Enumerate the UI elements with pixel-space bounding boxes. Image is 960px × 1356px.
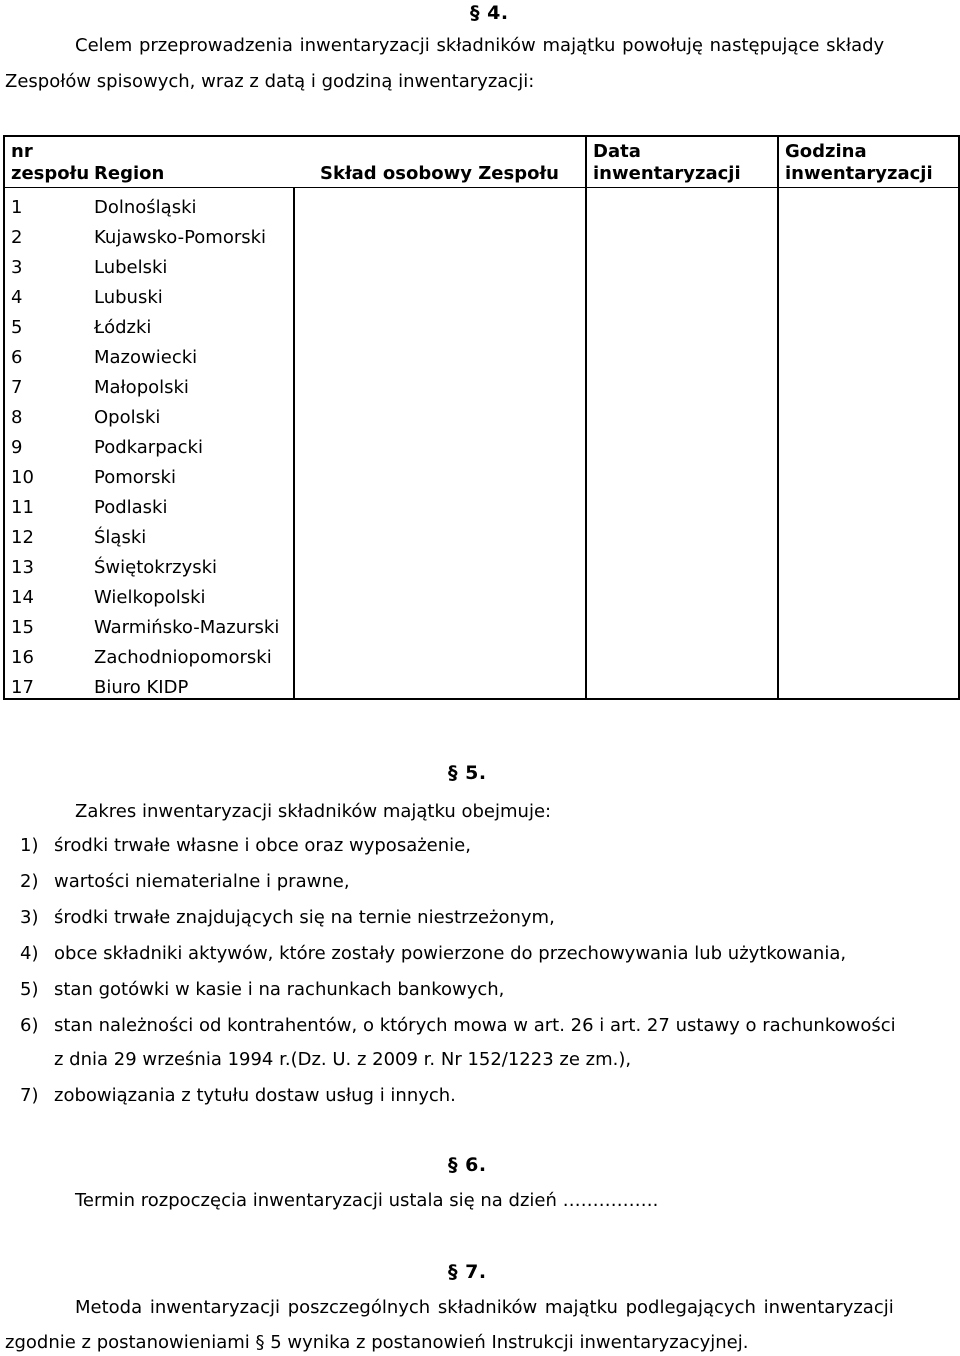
header-region-label: Region bbox=[94, 163, 165, 184]
region-cell: Mazowiecki bbox=[94, 347, 198, 368]
region-cell: Warmińsko-Mazurski bbox=[94, 617, 280, 638]
region-cell: Podkarpacki bbox=[94, 437, 203, 458]
table-row bbox=[4, 428, 959, 458]
date-cell bbox=[586, 218, 778, 248]
table-row bbox=[4, 668, 959, 699]
team-members-cell bbox=[294, 248, 586, 278]
table-row bbox=[4, 638, 959, 668]
list-item bbox=[20, 870, 350, 894]
team-number-cell: 16 bbox=[4, 638, 91, 668]
team-number-cell: 15 bbox=[4, 608, 91, 638]
time-cell bbox=[778, 398, 959, 428]
team-members-cell bbox=[294, 518, 586, 548]
list-item-text: środki trwałe własne i obce oraz wyposażenie, bbox=[54, 835, 471, 856]
region-cell: Podlaski bbox=[94, 497, 168, 518]
date-cell bbox=[586, 578, 778, 608]
section-6-heading: § 6. bbox=[448, 1154, 487, 1176]
date-cell bbox=[586, 488, 778, 518]
header-region bbox=[91, 136, 294, 188]
section-6-text: Termin rozpoczęcia inwentaryzacji ustala się na dzień ……………. bbox=[75, 1190, 659, 1211]
table-row bbox=[4, 608, 959, 638]
region-cell: Zachodniopomorski bbox=[94, 647, 272, 668]
region-cell: Pomorski bbox=[94, 467, 176, 488]
list-item-text: zobowiązania z tytułu dostaw usług i innych. bbox=[54, 1085, 456, 1106]
team-members-cell bbox=[294, 668, 586, 699]
table-row bbox=[4, 188, 959, 219]
team-members-cell bbox=[294, 608, 586, 638]
list-item-text: stan gotówki w kasie i na rachunkach bankowych, bbox=[54, 979, 505, 1000]
team-number-cell: 9 bbox=[4, 428, 91, 458]
date-cell bbox=[586, 278, 778, 308]
section-4-heading: § 4. bbox=[470, 2, 509, 24]
time-cell bbox=[778, 308, 959, 338]
header-sklad-label: Skład osobowy Zespołu bbox=[320, 163, 559, 184]
list-item-text: stan należności od kontrahentów, o których mowa w art. 26 i art. 27 ustawy o rachunkowości bbox=[54, 1015, 896, 1036]
region-cell: Lubelski bbox=[94, 257, 168, 278]
region-cell: Kujawsko-Pomorski bbox=[94, 227, 267, 248]
time-cell bbox=[778, 338, 959, 368]
date-cell bbox=[586, 518, 778, 548]
list-item-number: 6) bbox=[20, 1015, 39, 1036]
table-row bbox=[4, 578, 959, 608]
region-cell: Łódzki bbox=[94, 317, 152, 338]
team-number-cell: 11 bbox=[4, 488, 91, 518]
list-item-number: 7) bbox=[20, 1085, 39, 1106]
table-row bbox=[4, 398, 959, 428]
time-cell bbox=[778, 638, 959, 668]
list-item bbox=[20, 1084, 456, 1108]
time-cell bbox=[778, 608, 959, 638]
table-row bbox=[4, 518, 959, 548]
date-cell bbox=[586, 638, 778, 668]
list-item-text: środki trwałe znajdujących się na ternie niestrzeżonym, bbox=[54, 907, 555, 928]
team-members-cell bbox=[294, 368, 586, 398]
region-cell: Dolnośląski bbox=[91, 188, 294, 219]
team-members-cell bbox=[294, 338, 586, 368]
team-number-cell: 13 bbox=[4, 548, 91, 578]
table-row bbox=[4, 278, 959, 308]
team-number-cell: 4 bbox=[4, 278, 91, 308]
team-number-cell: 8 bbox=[4, 398, 91, 428]
team-number-cell: 1 bbox=[4, 188, 91, 219]
team-members-cell bbox=[294, 458, 586, 488]
table-row bbox=[4, 248, 959, 278]
list-item bbox=[20, 942, 846, 966]
date-cell bbox=[586, 668, 778, 699]
team-number-cell: 14 bbox=[4, 578, 91, 608]
time-cell bbox=[778, 518, 959, 548]
list-item-number: 1) bbox=[20, 835, 39, 856]
region-cell: Biuro KIDP bbox=[91, 668, 294, 699]
time-cell bbox=[778, 248, 959, 278]
date-cell bbox=[586, 338, 778, 368]
team-members-cell bbox=[294, 428, 586, 458]
section-4-line-1: Celem przeprowadzenia inwentaryzacji składników majątku powołuję następujące składy bbox=[75, 35, 885, 56]
header-nr-line-1: nr bbox=[11, 141, 33, 162]
header-time-line-1: Godzina bbox=[785, 141, 867, 162]
team-members-cell bbox=[294, 398, 586, 428]
header-date bbox=[586, 136, 778, 188]
list-item-number: 3) bbox=[20, 907, 39, 928]
list-item-text: wartości niematerialne i prawne, bbox=[54, 871, 350, 892]
team-number-cell: 7 bbox=[4, 368, 91, 398]
table-row bbox=[4, 308, 959, 338]
time-cell bbox=[778, 458, 959, 488]
section-7-heading: § 7. bbox=[448, 1261, 487, 1283]
time-cell bbox=[778, 428, 959, 458]
table-row bbox=[4, 548, 959, 578]
list-item bbox=[20, 978, 504, 1002]
list-item bbox=[20, 834, 471, 858]
team-members-cell bbox=[294, 488, 586, 518]
header-team-members bbox=[294, 136, 586, 188]
team-number-cell: 12 bbox=[4, 518, 91, 548]
list-item-continuation: z dnia 29 września 1994 r.(Dz. U. z 2009 r. Nr 152/1223 ze zm.), bbox=[54, 1049, 632, 1070]
team-number-cell: 3 bbox=[4, 248, 91, 278]
list-item-number: 4) bbox=[20, 943, 39, 964]
list-item-text: obce składniki aktywów, które zostały powierzone do przechowywania lub użytkowania, bbox=[54, 943, 847, 964]
region-cell: Wielkopolski bbox=[94, 587, 206, 608]
table-row bbox=[4, 338, 959, 368]
table-row bbox=[4, 218, 959, 248]
date-cell bbox=[586, 428, 778, 458]
time-cell bbox=[778, 368, 959, 398]
table-row bbox=[4, 368, 959, 398]
section-4-line-2: Zespołów spisowych, wraz z datą i godziną inwentaryzacji: bbox=[5, 71, 535, 92]
date-cell bbox=[586, 368, 778, 398]
team-members-cell bbox=[294, 278, 586, 308]
team-members-cell bbox=[294, 548, 586, 578]
list-item bbox=[20, 1014, 896, 1038]
team-members-cell bbox=[294, 188, 586, 219]
region-cell: Lubuski bbox=[94, 287, 163, 308]
header-date-line-2: inwentaryzacji bbox=[593, 163, 741, 184]
list-item-number: 2) bbox=[20, 871, 39, 892]
date-cell bbox=[586, 308, 778, 338]
time-cell bbox=[778, 488, 959, 518]
section-5-heading: § 5. bbox=[448, 762, 487, 784]
list-item bbox=[20, 906, 555, 930]
team-members-cell bbox=[294, 578, 586, 608]
time-cell bbox=[778, 188, 959, 219]
team-members-cell bbox=[294, 638, 586, 668]
team-number-cell: 5 bbox=[4, 308, 91, 338]
region-cell: Świętokrzyski bbox=[94, 557, 218, 578]
region-cell: Śląski bbox=[94, 527, 147, 548]
date-cell bbox=[586, 398, 778, 428]
date-cell bbox=[586, 248, 778, 278]
team-members-cell bbox=[294, 218, 586, 248]
teams-table bbox=[3, 135, 960, 700]
date-cell bbox=[586, 458, 778, 488]
header-nr-line-2: zespołu bbox=[11, 163, 90, 184]
time-cell bbox=[778, 548, 959, 578]
section-5-intro: Zakres inwentaryzacji składników majątku obejmuje: bbox=[75, 801, 552, 822]
table-row bbox=[4, 458, 959, 488]
team-number-cell: 6 bbox=[4, 338, 91, 368]
team-members-cell bbox=[294, 308, 586, 338]
section-7-line-1: Metoda inwentaryzacji poszczególnych składników majątku podlegających inwentaryzacji bbox=[75, 1297, 894, 1318]
header-time-line-2: inwentaryzacji bbox=[785, 163, 933, 184]
team-number-cell: 17 bbox=[4, 668, 91, 699]
time-cell bbox=[778, 668, 959, 699]
header-time bbox=[778, 136, 959, 188]
time-cell bbox=[778, 278, 959, 308]
table-row bbox=[4, 488, 959, 518]
table-header-row bbox=[4, 136, 959, 188]
team-number-cell: 10 bbox=[4, 458, 91, 488]
team-number-cell: 2 bbox=[4, 218, 91, 248]
date-cell bbox=[586, 188, 778, 219]
time-cell bbox=[778, 578, 959, 608]
header-team-number bbox=[4, 136, 91, 188]
header-date-line-1: Data bbox=[593, 141, 641, 162]
region-cell: Opolski bbox=[94, 407, 161, 428]
region-cell: Małopolski bbox=[94, 377, 189, 398]
time-cell bbox=[778, 218, 959, 248]
date-cell bbox=[586, 548, 778, 578]
section-7-line-2: zgodnie z postanowieniami § 5 wynika z postanowień Instrukcji inwentaryzacyjnej. bbox=[5, 1332, 749, 1353]
list-item-number: 5) bbox=[20, 979, 39, 1000]
date-cell bbox=[586, 608, 778, 638]
